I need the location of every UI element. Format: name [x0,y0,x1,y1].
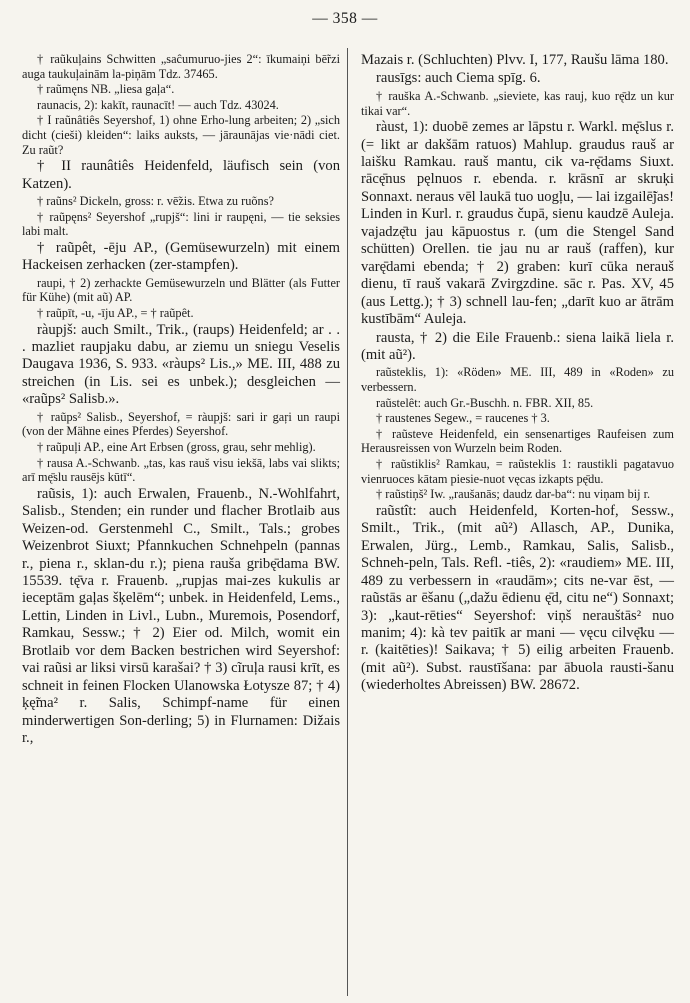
dictionary-entry: raũsis, 1): auch Erwalen, Frauenb., N.-Wohlfahrt, Salisb., Stenden; ein runder und flacher Brotlaib aus Weizen-od. Gerstenmehl C., Smilt., Tals.; grobes Weizenbrot Siuxt; Pfannkuchen Schnehpeln (pannas r., piena r., sklan-du r.); piena rauša gribę̄dama BW. 15539. tę̄va r. Frauenb. „rupjas mai-zes kukulis ar ieceptām gaļas šķelēm“; unbek. in Heidenfeld, Lems., Lettin, Linden in Livl., Lubn., Muremois, Posendorf, Ramkau, Sessw.; † 2) Eier od. Milch, womit ein Brotlaib vor dem Backen bestrichen wird Seyershof: vai raũsi ar liksi virsū karašai? † 3) cĩruļa rausi krīt, es schneit in feinen Flocken Ulanowska Łotysze 87; † 4) ķę̃ma² r. Salis, Schimpf-name für einen minderwertigen Son-derling; 5) in Flurnamen: Dižais r., [22,485,340,747]
dictionary-entry: † rausa A.-Schwanb. „tas, kas rauš visu iekšā, labs vai slikts; arī mę̄slu rausējs kūtī“. [22,455,340,485]
dictionary-entry: † raũps² Salisb., Seyershof, = ràupjš: sari ir gaŗi un raupi (von der Mähne eines Pferdes) Seyershof. [22,409,340,439]
column-divider [347,48,348,996]
dictionary-entry: † raũmęns NB. „liesa gaļa“. [37,82,175,97]
dictionary-entry: † raũpêt, -ēju AP., (Gemüsewurzeln) mit einem Hackeisen zerhacken (zer-stampfen). [22,239,340,274]
dictionary-entry: † raũstiņš² Iw. „raušanās; daudz dar-ba“: nu viņam bij r. [376,487,651,502]
dictionary-entry: ràupjš: auch Smilt., Trik., (raups) Heidenfeld; ar . . . mazliet raupjaku dabu, ar ziemu un sniegu Veselis Daugava 1936, S. 933. «ràups² Lis.,» ME. III, 488 zu streichen (in Lis. sei es unbek.); desgleichen — «raũps² Salisb.». [22,321,340,408]
left-column [22,52,340,749]
dictionary-entry: † raũpīt, -u, -īju AP., = † raũpêt. [37,305,194,320]
dictionary-entry: rausīgs: auch Ciema spīg. 6. [376,70,541,87]
dictionary-entry: rausta, † 2) die Eile Frauenb.: siena laikā liela r. (mit aũ²). [361,329,674,363]
dictionary-entry: † raũpuļi AP., eine Art Erbsen (gross, grau, sehr mehlig). [37,439,316,454]
dictionary-entry: raũstelêt: auch Gr.-Buschh. n. FBR. XII, 85. [376,395,594,410]
dictionary-entry: † raũpęns² Seyershof „rupjš“: lini ir raupęni, — tie seksies labi malt. [22,209,340,239]
dictionary-entry: † rauška A.-Schwanb. „sieviete, kas rauj, kuo rę̄dz un kur tikai var“. [361,88,674,118]
right-column [361,52,674,696]
dictionary-entry: ràust, 1): duobē zemes ar lāpstu r. Warkl. mę̄slus r. (= likt ar dakšām ratuos) Mahlup. graudus rauš ar laišku Ramkau. rauš mantu, cik va-rę̄dams Siuxt. rācę̄nus pęlnuos r. ebenda. r. krāsnī ar skruķi Sonnaxt. neraus vēl laukā tuo uogļu, — lai izgailē̃jas! Linden in Kurl. r. graudus čupā, sienu kaudzē Auleja. vajadzę̄tu jau kāpuostus r. (um die Stengel Sand schütten) Orellen. tie jau nu ar rauš (raffen), kur varę̄dami ebenda; † 2) graben: kurī cūka nerauš dienu, tī rauš vakarā Zvirgzdine. sāc r. Pas. XV, 45 (aus Lettg.); † 3) schnell lau-fen; „darīt kuo ar ātrām kustībām“ Auleja. [361,119,674,328]
dictionary-entry: † raũkuļains Schwitten „saĉumuruo-jies 2“: īkumaiņi bē̃rzi auga taukuļainām la-piņām Tdz. 37465. [22,52,340,81]
dictionary-entry: † raũstiklis² Ramkau, = raũsteklis 1: raustikli pagatavuo vienruoces kātam piesie-nuot vęcas izkapts pę̄du. [361,457,674,486]
dictionary-entry: raũsteklis, 1): «Röden» ME. III, 489 in «Roden» zu verbessern. [361,365,674,395]
page-number: — 358 — [312,10,378,27]
dictionary-entry: † raũsteve Heidenfeld, ein sensenartiges Raufeisen zum Herausreissen von Wurzeln beim Roden. [361,426,674,456]
dictionary-entry: † II raunâtiês Heidenfeld, läufisch sein (von Katzen). [22,158,340,192]
dictionary-entry: † raustenes Segew., = raucenes † 3. [376,411,550,426]
dictionary-entry: raunacis, 2): kakīt, raunacīt! — auch Tdz. 43024. [37,97,279,112]
dictionary-entry: † I raũnâtiês Seyershof, 1) ohne Erho-lung arbeiten; 2) „sich dicht (cieši) kleiden“: laiks auksts, — jāraunājas vie·nādi ciet. Zu raũt? [22,113,340,157]
dictionary-entry: raũstît: auch Heidenfeld, Korten-hof, Sessw., Smilt., Trik., (mit aũ²) Allasch, AP., Dunika, Erwalen, Jürg., Lemb., Ramkau, Salis, Salisb., Schneh-peln, Tals. Refl. -tiês, 2): «raudiem» ME. III, 489 zu verbessern in «raudām»; cits ne-var ēst, — raũstās ar ēšanu („dažu ēdienu ę̄d, citu ne“) Sonnaxt; 3): „kaut-rēties“ Seyershof: viņš nerauštās² nuo manim; 4): kà tev paitīk ar mani — vęcu cilvę̄ku — r. (kaitēties)! Saikava; † 5) eilig arbeiten Frauenb. (mit aũ²). Subst. raustīšana: par ābuola rausti-šanu (wiederholtes Abreissen) BW. 28672. [361,502,674,694]
dictionary-entry: raupi, † 2) zerhackte Gemüsewurzeln und Blätter (als Futter für Kühe) (mit aũ) AP. [22,275,340,305]
dictionary-entry: Mazais r. (Schluchten) Plvv. I, 177, Raušu lāma 180. [361,52,669,68]
dictionary-entry: † raũns² Dickeln, gross: r. vē̃zis. Etwa zu ruõns? [37,194,274,209]
